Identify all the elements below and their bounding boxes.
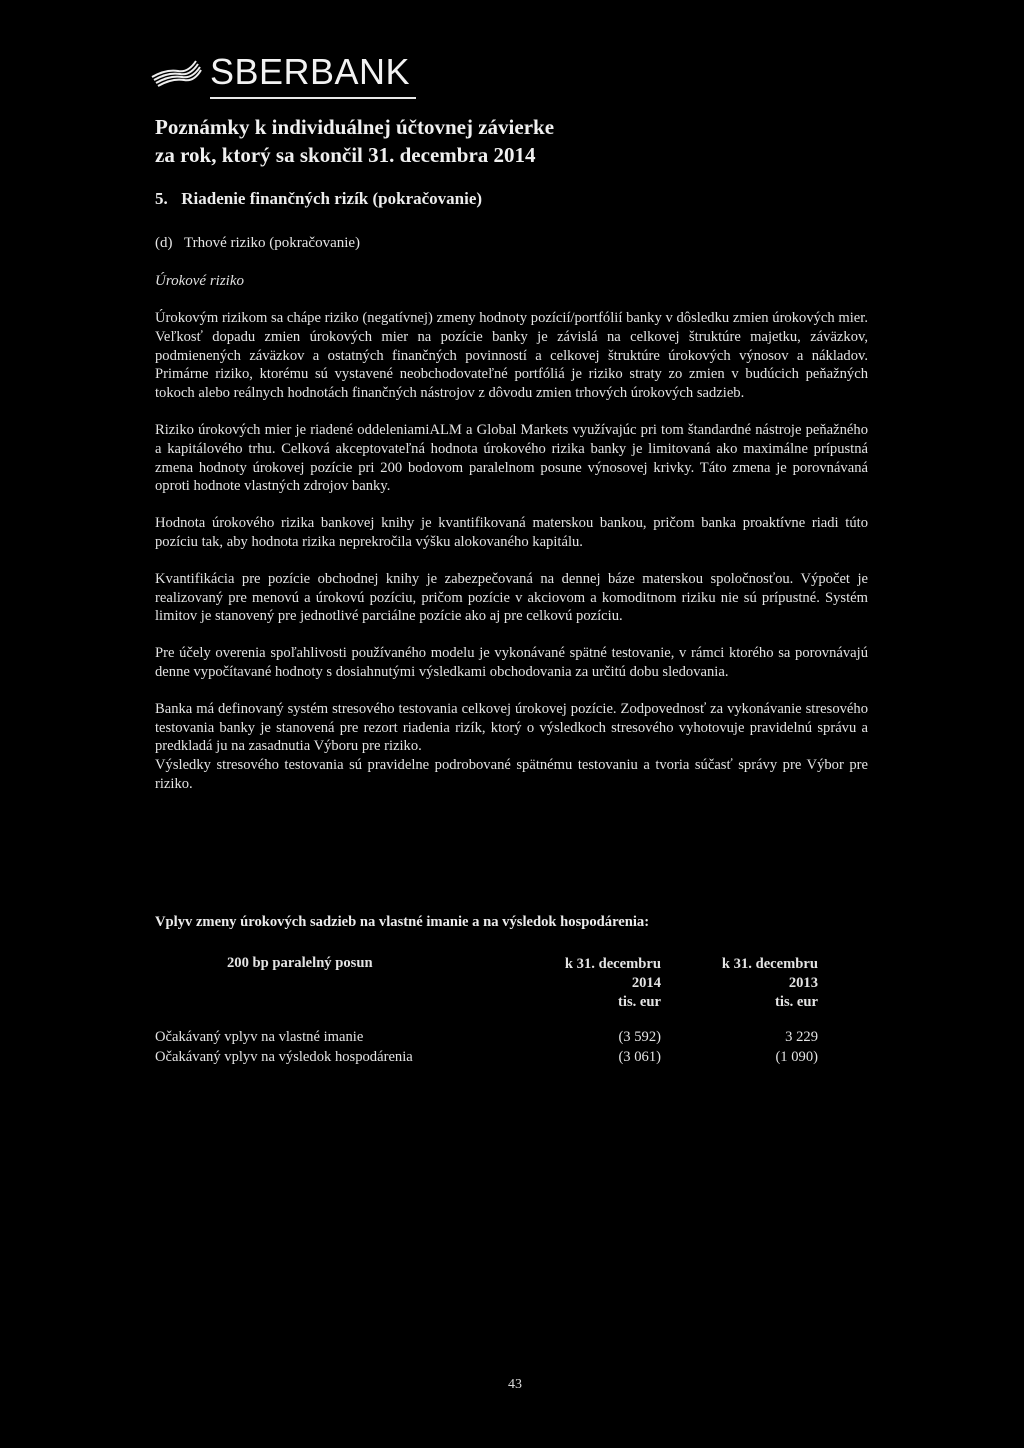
row-label: Očakávaný vplyv na výsledok hospodárenia [155,1049,413,1065]
cell-2014: (3 061) [618,1049,661,1065]
paragraph: Úrokovým rizikom sa chápe riziko (negatívnej) zmeny hodnoty pozícií/portfólií banky v dôsledku zmien úrokových mier. Veľkosť dopadu zmien úrokových mier na pozície banky je závislá na celkovej štruktúre majetku, záväzkov, podmienených záväzkov a ostatných finančných povinností a celkovej štruktúre úrokových výnosov a nákladov. Primárne riziko, ktorému sú vystavené neobchodovateľné portfóliá je riziko straty zo zmien v budúcich peňažných tokoch alebo reálnych hodnotách finančných nástrojov z dôvodu zmien trhových úrokových sadzieb. [155,310,868,402]
paragraph: Hodnota úrokového rizika bankovej knihy je kvantifikovaná materskou bankou, pričom banka proaktívne riadi túto pozíciu tak, aby hodnota rizika neprekročila výšku alokovaného kapitálu. [155,515,868,550]
logo-text: SBERBANK [210,51,411,92]
paragraph: Pre účely overenia spoľahlivosti používaného modelu je vykonávané spätné testovanie, v rámci ktorého sa porovnávajú denne vypočítavané hodnoty s dosiahnutými výsledkami obchodovania za určitú dobu sledovania. [155,645,868,680]
column-header-line: 2013 [788,975,818,991]
section-number: 5. [155,189,168,208]
column-header-line: tis. eur [775,994,818,1010]
section-heading [155,189,482,209]
paragraph: Kvantifikácia pre pozície obchodnej knihy je zabezpečovaná na dennej báze materskou spoločnosťou. Výpočet je realizovaný pre menovú a úrokovú pozíciu, pričom pozície v akciovom a komoditnom riziku nie sú prípustné. Systém limitov je stanovený pre jednotlivé parciálne pozície ako aj pre celkovú pozíciu. [155,570,868,625]
column-header-line: 2014 [631,975,661,991]
column-header-line: tis. eur [618,994,661,1010]
cell-2013: 3 229 [785,1029,818,1045]
title-line-2: za rok, ktorý sa skončil 31. decembra 2014 [155,143,536,167]
subsection-heading [155,235,360,252]
document-title [155,113,554,169]
subsection-label: (d) [155,235,173,251]
column-header-line: k 31. decembru [564,956,661,972]
cell-2013: (1 090) [775,1049,818,1065]
cell-2014: (3 592) [618,1029,661,1045]
body-text [155,309,868,812]
logo-underline [210,97,416,99]
column-header-line: k 31. decembru [721,956,818,972]
page-number: 43 [508,1377,522,1392]
column-header-2014 [533,955,661,1012]
paragraph: Výsledky stresového testovania sú pravidelne podrobované spätnému testovaniu a tvoria súčasť správy pre Výbor pre riziko. [155,757,868,792]
table-row-header: 200 bp paralelný posun [227,955,373,971]
topic-heading: Úrokové riziko [155,273,245,289]
table-row [155,1029,855,1049]
table-header-row [155,955,855,1013]
sberbank-logo [150,52,420,102]
subsection-title: Trhové riziko (pokračovanie) [183,235,361,251]
impact-table [155,955,855,1069]
column-header-2013 [692,955,818,1012]
table-row [155,1049,855,1069]
row-label: Očakávaný vplyv na vlastné imanie [155,1029,364,1045]
title-line-1: Poznámky k individuálnej účtovnej závierke [155,115,555,139]
paragraph: Banka má definovaný systém stresového testovania celkovej úrokovej pozície. Zodpovednosť za vykonávanie stresového testovania banky je stanovená pre rezort riadenia rizík, ktorý o výsledkoch stresového vyhotovuje pravidelnú správu a predkladá ju na zasadnutia Výboru pre riziko. [155,700,868,755]
sberbank-wave-icon [150,58,202,88]
paragraph: Riziko úrokových mier je riadené oddeleniamiALM a Global Markets využívajúc pri tom štandardné nástroje peňažného a kapitálového trhu. Celková akceptovateľná hodnota úrokového rizika banky je limitovaná ako maximálne prípustná zmena hodnoty úrokovej pozície pri 200 bodovom paralelnom posune výnosovej krivky. Táto zmena je porovnávaná oproti hodnote vlastných zdrojov banky. [155,421,868,495]
section-title: Riadenie finančných rizík (pokračovanie) [181,189,483,208]
impact-heading: Vplyv zmeny úrokových sadzieb na vlastné imanie a na výsledok hospodárenia: [155,914,650,930]
